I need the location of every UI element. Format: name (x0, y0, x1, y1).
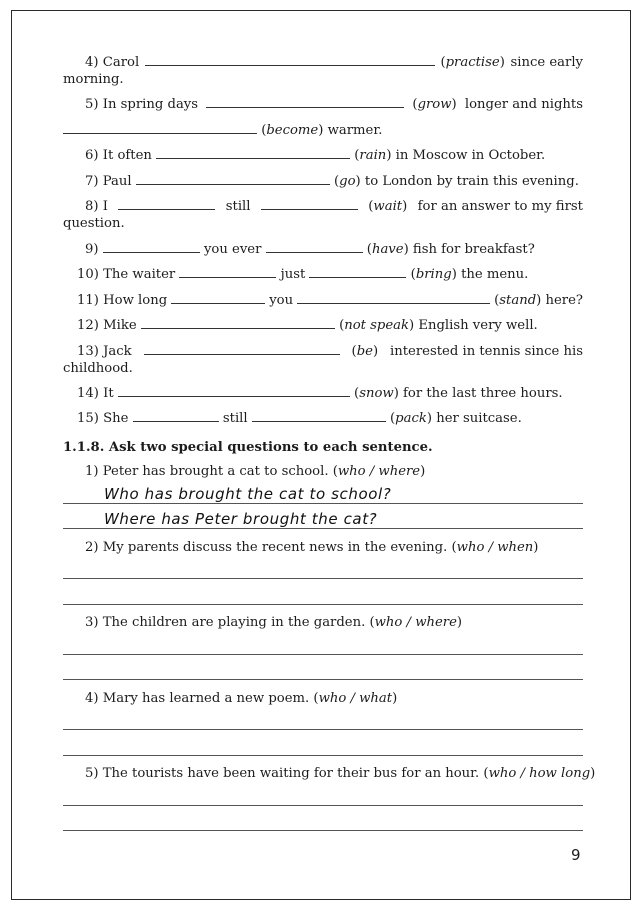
answer-blank[interactable] (136, 173, 330, 185)
answer-line[interactable] (63, 755, 583, 756)
answer-blank[interactable] (133, 410, 219, 422)
handwritten-answer: Who has brought the cat to school? (104, 485, 392, 503)
item-11: 11) How long you (stand) here? (77, 293, 583, 308)
page-number: 9 (571, 846, 581, 864)
item-7: 7) Paul (go) to London by train this evening. (85, 174, 579, 189)
verb-hint: snow (359, 386, 394, 401)
item-13: 13) Jack (be) interested in tennis since his (77, 344, 583, 359)
verb-hint: become (266, 123, 319, 138)
answer-blank[interactable] (118, 385, 350, 397)
question-3: 3) The children are playing in the garden. (who / where) (85, 615, 463, 630)
question-2: 2) My parents discuss the recent news in the evening. (who / when) (85, 540, 539, 555)
verb-hint: stand (499, 293, 537, 308)
handwritten-answer: Where has Peter brought the cat? (104, 510, 378, 528)
verb-hint: rain (359, 148, 387, 163)
question-4: 4) Mary has learned a new poem. (who / what) (85, 691, 398, 706)
answer-line[interactable] (63, 604, 583, 605)
answer-line[interactable] (63, 578, 583, 579)
answer-line[interactable] (63, 830, 583, 831)
verb-hint: bring (415, 267, 452, 282)
verb-hint: grow (417, 97, 452, 112)
answer-line[interactable] (63, 654, 583, 655)
verb-hint: have (371, 242, 404, 257)
answer-blank[interactable] (171, 292, 265, 304)
answer-blank[interactable] (103, 241, 200, 253)
answer-blank[interactable] (252, 410, 386, 422)
item-15: 15) She still (pack) her suitcase. (77, 411, 522, 426)
answer-blank[interactable] (179, 266, 276, 278)
verb-hint: practise (445, 55, 500, 70)
verb-hint: not speak (344, 318, 410, 333)
answer-blank[interactable] (309, 266, 406, 278)
question-5: 5) The tourists have been waiting for their bus for an hour. (who / how long) (85, 766, 596, 781)
item-12: 12) Mike (not speak) English very well. (77, 318, 538, 333)
answer-blank[interactable] (297, 292, 490, 304)
verb-hint: wait (373, 199, 403, 214)
exercise-heading: 1.1.8. Ask two special questions to each sentence. (63, 440, 433, 455)
item-5: 5) In spring days (grow) longer and nights (85, 97, 583, 112)
answer-blank[interactable] (144, 343, 340, 355)
item-6: 6) It often (rain) in Moscow in October. (85, 148, 546, 163)
answer-line[interactable] (63, 729, 583, 730)
verb-hint: be (356, 344, 373, 359)
item-number: 4) (85, 55, 99, 70)
answer-blank[interactable] (156, 147, 350, 159)
answer-blank[interactable] (63, 122, 257, 134)
item-4-continuation: morning. (63, 72, 124, 87)
answer-line[interactable] (63, 679, 583, 680)
verb-hint: pack (395, 411, 427, 426)
answer-blank[interactable] (118, 198, 215, 210)
item-14: 14) It (snow) for the last three hours. (77, 386, 563, 401)
answer-line[interactable] (63, 503, 583, 504)
answer-blank[interactable] (145, 54, 435, 66)
answer-blank[interactable] (141, 317, 335, 329)
verb-hint: go (339, 174, 356, 189)
item-13-continuation: childhood. (63, 361, 133, 376)
item-8-continuation: question. (63, 216, 125, 231)
item-9: 9) you ever (have) fish for breakfast? (85, 242, 535, 257)
item-10: 10) The waiter just (bring) the menu. (77, 267, 529, 282)
answer-line[interactable] (63, 528, 583, 529)
item-4: 4) Carol (practise) since early (85, 55, 583, 70)
item-8: 8) I still (wait) for an answer to my first (85, 199, 583, 214)
answer-blank[interactable] (266, 241, 363, 253)
item-5-continuation: (become) warmer. (63, 122, 583, 139)
answer-line[interactable] (63, 805, 583, 806)
question-1: 1) Peter has brought a cat to school. (who / where) (85, 464, 426, 479)
answer-blank[interactable] (206, 96, 404, 108)
answer-blank[interactable] (261, 198, 358, 210)
